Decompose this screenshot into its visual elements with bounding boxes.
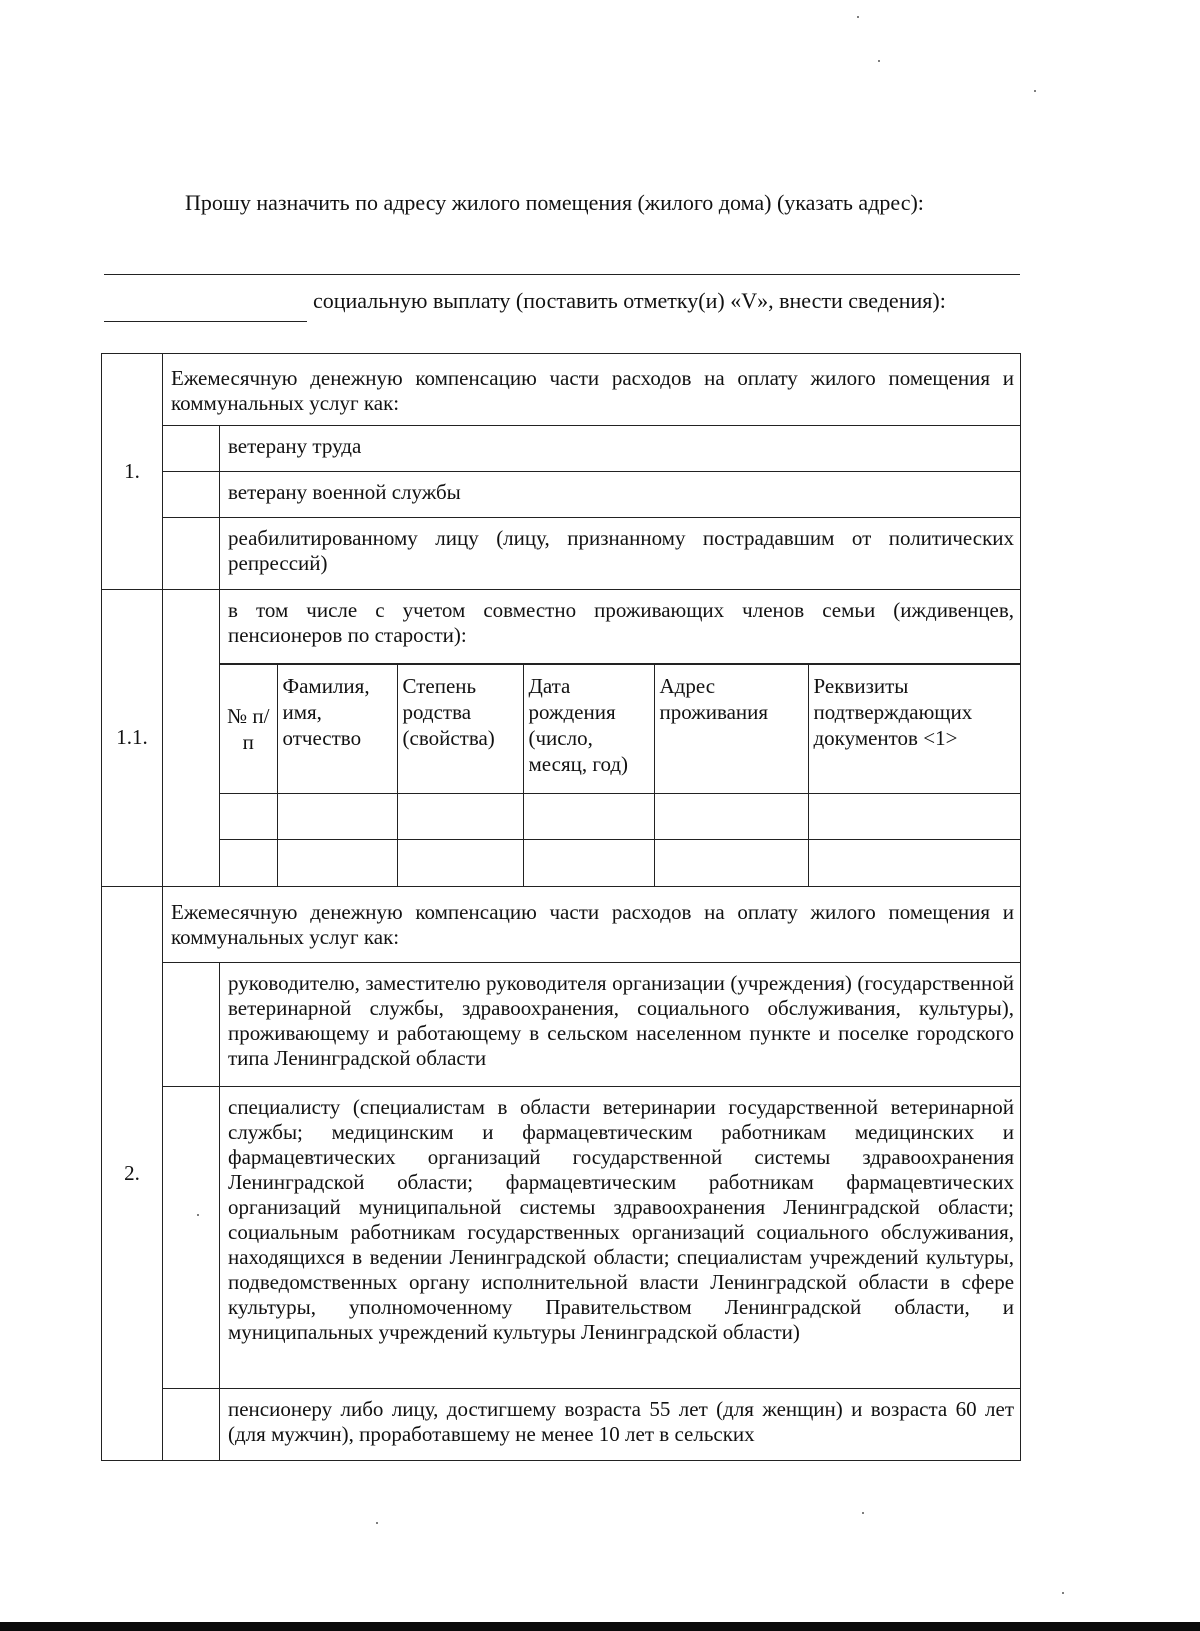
scan-speck [376,1522,378,1524]
section-number-label: 1. [124,459,140,483]
section-1-1-number [102,590,163,887]
table-row [220,794,1021,840]
section-1-number [102,354,163,590]
table-cell-input[interactable] [277,794,397,840]
checkbox-veteran-labor[interactable] [163,426,220,472]
table-cell-input[interactable] [277,840,397,886]
table-cell-input[interactable] [397,840,523,886]
col-header-full-name: Фамилия, имя, отчество [277,665,397,794]
table-header-row [220,665,1021,794]
scan-speck [197,1214,199,1216]
table-cell-input[interactable] [220,794,277,840]
col-header-address: Адрес проживания [654,665,808,794]
scan-speck [878,60,880,62]
table-cell-input[interactable] [654,794,808,840]
address-request-text: Прошу назначить по адресу жилого помещения (жилого дома) (указать адрес): [185,190,924,215]
checkbox-specialist[interactable] [163,1086,220,1388]
scan-bottom-edge [0,1622,1200,1631]
section-number-label: 2. [124,1160,140,1185]
payment-options-table [101,353,1021,1461]
address-blank-line[interactable] [104,274,1020,275]
family-members-table [220,664,1021,886]
address-blank-line-short[interactable] [104,321,307,322]
scan-speck [857,16,859,18]
table-cell-input[interactable] [654,840,808,886]
checkbox-rehabilitated[interactable] [163,518,220,590]
table-cell-input[interactable] [523,794,654,840]
table-cell-input[interactable] [220,840,277,886]
col-header-documents: Реквизиты подтверждающих документов <1> [808,665,1021,794]
scan-speck [1034,90,1036,92]
section-number-label: 1.1. [116,725,148,750]
option-pensioner: пенсионеру либо лицу, достигшему возраста 55 лет (для женщин) и возраста 60 лет (для мужчин), проработавшему не менее 10 лет в сельских [220,1388,1021,1460]
scan-speck [1062,1592,1064,1594]
checkbox-family-members[interactable] [163,590,220,887]
table-cell-input[interactable] [808,840,1021,886]
table-cell-input[interactable] [397,794,523,840]
social-payment-text: социальную выплату (поставить отметку(и) «V», внести сведения): [313,288,946,313]
option-veteran-military: ветерану военной службы [220,472,1021,518]
checkbox-veteran-military[interactable] [163,472,220,518]
family-members-table-cell [220,664,1021,887]
option-rehabilitated: реабилитированному лицу (лицу, признанному пострадавшим от политических репрессий) [220,518,1021,590]
option-specialist: специалисту (специалистам в области ветеринарии государственной ветеринарной службы; медицинским и фармацевтическим работникам медицинских и фармацевтических организаций государственной системы здравоохранения Ленинградской области; фармацевтическим работникам фармацевтических организаций муниципальной системы здравоохранения Ленинградской области; социальным работникам государственных организаций социального обслуживания, находящихся в ведении Ленинградской области; специалистам учреждений культуры, подведомственных органу исполнительной власти Ленинградской области в сфере культуры, уполномоченному Правительством Ленинградской области, и муниципальных учреждений культуры Ленинградской области) [220,1086,1021,1388]
option-head-of-organization: руководителю, заместителю руководителя организации (учреждения) (государственной ветеринарной службы, здравоохранения, социального обслуживания, культуры), проживающему и работающему в сельском населенном пункте и поселке городского типа Ленинградской области [220,962,1021,1086]
scan-speck [862,1512,864,1514]
checkbox-pensioner[interactable] [163,1388,220,1460]
section-2-title: Ежемесячную денежную компенсацию части расходов на оплату жилого помещения и коммунальных услуг как: [163,886,1021,962]
table-cell-input[interactable] [523,840,654,886]
col-header-birth-date: Дата рождения (число, месяц, год) [523,665,654,794]
checkbox-head-of-organization[interactable] [163,962,220,1086]
option-veteran-labor: ветерану труда [220,426,1021,472]
col-header-number: № п/п [220,665,277,794]
table-row [220,840,1021,886]
section-2-number [102,886,163,1460]
col-header-relationship: Степень родства (свойства) [397,665,523,794]
section-1-1-title: в том числе с учетом совместно проживающих членов семьи (иждивенцев, пенсионеров по старости): [220,590,1021,664]
table-cell-input[interactable] [808,794,1021,840]
section-1-title: Ежемесячную денежную компенсацию части расходов на оплату жилого помещения и коммунальных услуг как: [163,354,1021,426]
